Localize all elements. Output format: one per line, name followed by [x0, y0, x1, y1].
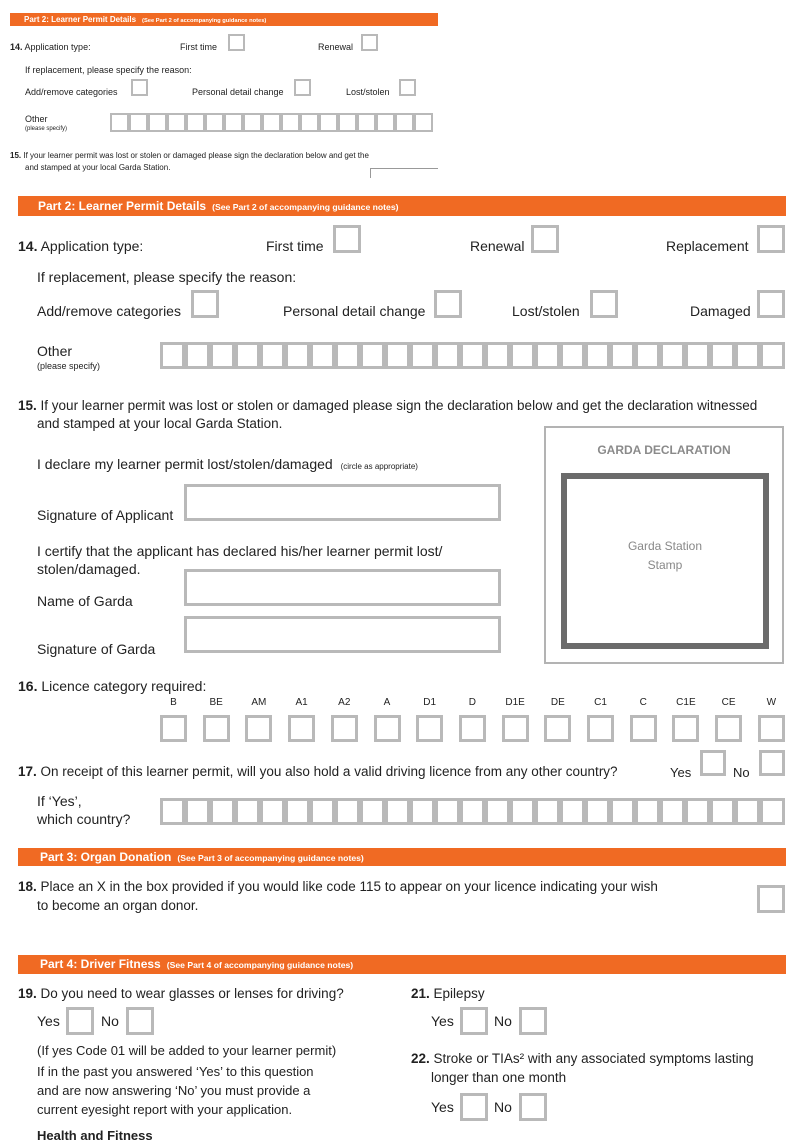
letter-cell[interactable] [360, 798, 385, 825]
letter-cell[interactable] [167, 113, 186, 132]
replacement-checkbox[interactable] [757, 225, 785, 253]
q22-line1: 22. Stroke or TIAs² with any associated symptoms lasting [411, 1051, 754, 1066]
letter-cell[interactable] [735, 342, 760, 369]
category-checkbox-d1e[interactable] [502, 715, 529, 742]
letter-cell[interactable] [510, 798, 535, 825]
sig-garda-label: Signature of Garda [37, 641, 156, 657]
damaged-checkbox[interactable] [757, 290, 785, 318]
top-header-note: (See Part 2 of accompanying guidance notes) [142, 18, 267, 24]
letter-cell[interactable] [110, 113, 129, 132]
name-garda-label: Name of Garda [37, 593, 133, 609]
letter-cell[interactable] [185, 342, 210, 369]
letter-cell[interactable] [610, 342, 635, 369]
category-label-c1e: C1E [676, 697, 696, 708]
letter-cell[interactable] [129, 113, 148, 132]
q15-line2: and stamped at your local Garda Station. [37, 416, 283, 431]
letter-cell[interactable] [205, 113, 224, 132]
q22-no-checkbox[interactable] [519, 1093, 547, 1121]
q17-no-checkbox[interactable] [759, 750, 785, 776]
sig-applicant-label: Signature of Applicant [37, 507, 174, 523]
declare-note: (circle as appropriate) [340, 462, 418, 471]
garda-stamp-area [561, 473, 769, 649]
add-remove-checkbox[interactable] [191, 290, 219, 318]
top-first-time-label: First time [180, 42, 217, 52]
top-renewal-checkbox[interactable] [361, 34, 378, 51]
q16-label: 16. Licence category required: [18, 678, 207, 694]
if-yes-line2: which country? [37, 811, 131, 827]
q19-para1: If in the past you answered ‘Yes’ to this question [37, 1064, 314, 1079]
top-other-input[interactable] [110, 113, 433, 132]
top-q14-label: 14. Application type: [10, 42, 91, 52]
category-label-a: A [383, 697, 391, 708]
q19-para2: and are now answering ‘No’ you must provide a [37, 1083, 311, 1098]
top-other-label: Other [25, 114, 48, 124]
letter-cell[interactable] [710, 342, 735, 369]
top-personal-label: Personal detail change [192, 87, 284, 97]
letter-cell[interactable] [685, 342, 710, 369]
letter-cell[interactable] [262, 113, 281, 132]
q19-yes-label: Yes [37, 1013, 60, 1029]
letter-cell[interactable] [535, 798, 560, 825]
letter-cell[interactable] [224, 113, 243, 132]
stamp-line1: Garda Station [627, 539, 703, 553]
q22-yes-checkbox[interactable] [460, 1093, 488, 1121]
sig-garda-field[interactable] [184, 616, 501, 653]
q18-line1: 18. Place an X in the box provided if you would like code 115 to appear on your licence indicating your wish [18, 879, 658, 894]
garda-declaration-box [544, 426, 784, 664]
top-renewal-label: Renewal [318, 42, 354, 52]
category-checkbox-c1e[interactable] [672, 715, 699, 742]
letter-cell[interactable] [260, 342, 285, 369]
category-label-de: DE [550, 697, 565, 708]
letter-cell[interactable] [160, 342, 185, 369]
q21-yes-label: Yes [431, 1013, 454, 1029]
top-section-header [10, 13, 438, 26]
letter-cell[interactable] [414, 113, 433, 132]
letter-cell[interactable] [435, 342, 460, 369]
category-label-be: BE [209, 697, 223, 708]
renewal-checkbox[interactable] [531, 225, 559, 253]
top-header-title: Part 2: Learner Permit Details [24, 15, 137, 24]
letter-cell[interactable] [357, 113, 376, 132]
part3-header-title: Part 3: Organ Donation [40, 850, 172, 864]
letter-cell[interactable] [376, 113, 395, 132]
health-fitness-heading: Health and Fitness [37, 1128, 153, 1140]
add-remove-label: Add/remove categories [37, 303, 181, 319]
top-add-remove-label: Add/remove categories [25, 87, 118, 97]
category-checkboxes [0, 715, 800, 745]
letter-cell[interactable] [735, 798, 760, 825]
q19-note: (If yes Code 01 will be added to your learner permit) [37, 1043, 337, 1058]
top-garda-box-edge [370, 168, 438, 178]
letter-cell[interactable] [660, 798, 685, 825]
other-input[interactable] [160, 342, 785, 369]
category-label-c: C [639, 697, 647, 708]
letter-cell[interactable] [585, 798, 610, 825]
letter-cell[interactable] [235, 342, 260, 369]
certify-line2: stolen/damaged. [37, 561, 141, 577]
renewal-label: Renewal [470, 238, 525, 254]
category-label-d1e: D1E [505, 697, 525, 708]
category-checkbox-am[interactable] [245, 715, 272, 742]
first-time-checkbox[interactable] [333, 225, 361, 253]
top-replacement-prompt: If replacement, please specify the reason: [25, 65, 192, 75]
letter-cell[interactable] [410, 798, 435, 825]
q21-no-label: No [494, 1013, 512, 1029]
q19-yes-checkbox[interactable] [66, 1007, 94, 1035]
category-label-b: B [170, 697, 177, 708]
name-garda-field[interactable] [184, 569, 501, 606]
top-first-time-checkbox[interactable] [228, 34, 245, 51]
letter-cell[interactable] [585, 342, 610, 369]
letter-cell[interactable] [285, 798, 310, 825]
letter-cell[interactable] [300, 113, 319, 132]
q18-line2: to become an organ donor. [37, 898, 199, 913]
letter-cell[interactable] [148, 113, 167, 132]
q21-label: 21. Epilepsy [411, 986, 485, 1001]
letter-cell[interactable] [560, 342, 585, 369]
letter-cell[interactable] [460, 342, 485, 369]
country-input[interactable] [160, 798, 785, 825]
letter-cell[interactable] [710, 798, 735, 825]
category-label-w: W [766, 697, 777, 708]
first-time-label: First time [266, 238, 324, 254]
letter-cell[interactable] [760, 798, 785, 825]
letter-cell[interactable] [260, 798, 285, 825]
letter-cell[interactable] [460, 798, 485, 825]
letter-cell[interactable] [335, 342, 360, 369]
letter-cell[interactable] [635, 342, 660, 369]
stamp-line2: Stamp [647, 558, 683, 572]
replacement-prompt: If replacement, please specify the reason: [37, 269, 297, 285]
personal-label: Personal detail change [283, 303, 426, 319]
letter-cell[interactable] [310, 342, 335, 369]
other-label: Other [37, 343, 73, 359]
category-label-am: AM [251, 697, 267, 708]
category-checkbox-a2[interactable] [331, 715, 358, 742]
personal-checkbox[interactable] [434, 290, 462, 318]
category-checkbox-de[interactable] [544, 715, 571, 742]
letter-cell[interactable] [760, 342, 785, 369]
sig-applicant-field[interactable] [184, 484, 501, 521]
letter-cell[interactable] [360, 342, 385, 369]
category-labels [0, 697, 800, 711]
letter-cell[interactable] [410, 342, 435, 369]
top-q15-line1: 15. If your learner permit was lost or stolen or damaged please sign the declaration below and get the [10, 151, 369, 160]
replacement-label: Replacement [666, 238, 749, 254]
top-add-remove-checkbox[interactable] [131, 79, 148, 96]
q22-yes-label: Yes [431, 1099, 454, 1115]
category-checkbox-a1[interactable] [288, 715, 315, 742]
letter-cell[interactable] [160, 798, 185, 825]
part3-section-header [18, 848, 786, 866]
letter-cell[interactable] [235, 798, 260, 825]
letter-cell[interactable] [385, 342, 410, 369]
other-note: (please specify) [37, 361, 101, 371]
garda-declaration-title: GARDA DECLARATION [597, 443, 731, 457]
q14-label: 14. Application type: [18, 238, 144, 254]
letter-cell[interactable] [281, 113, 300, 132]
letter-cell[interactable] [385, 798, 410, 825]
part4-header-note: (See Part 4 of accompanying guidance notes) [166, 960, 354, 970]
lost-label: Lost/stolen [512, 303, 580, 319]
category-label-c1: C1 [594, 697, 607, 708]
part3-header-note: (See Part 3 of accompanying guidance notes) [177, 853, 364, 863]
organ-donor-checkbox[interactable] [757, 885, 785, 913]
if-yes-line1: If ‘Yes’, [37, 793, 82, 809]
category-checkbox-ce[interactable] [715, 715, 742, 742]
category-checkbox-a[interactable] [374, 715, 401, 742]
top-lost-checkbox[interactable] [399, 79, 416, 96]
part2-header-title: Part 2: Learner Permit Details [38, 199, 207, 213]
letter-cell[interactable] [210, 342, 235, 369]
letter-cell[interactable] [685, 798, 710, 825]
letter-cell[interactable] [210, 798, 235, 825]
part2-header-note: (See Part 2 of accompanying guidance notes) [212, 202, 399, 212]
declare-text: I declare my learner permit lost/stolen/damaged (circle as appropriate) [37, 456, 418, 472]
letter-cell[interactable] [395, 113, 414, 132]
q19-label: 19. Do you need to wear glasses or lenses for driving? [18, 986, 344, 1001]
part2-section-header [18, 196, 786, 216]
category-checkbox-c[interactable] [630, 715, 657, 742]
q21-no-checkbox[interactable] [519, 1007, 547, 1035]
letter-cell[interactable] [485, 342, 510, 369]
q19-no-label: No [101, 1013, 119, 1029]
part4-header-title: Part 4: Driver Fitness [40, 957, 161, 971]
letter-cell[interactable] [186, 113, 205, 132]
q17-label: 17. On receipt of this learner permit, will you also hold a valid driving licence from any other country? [18, 764, 618, 779]
q17-yes-label: Yes [670, 765, 692, 780]
q19-no-checkbox[interactable] [126, 1007, 154, 1035]
top-q15-line2: and stamped at your local Garda Station. [25, 163, 171, 172]
top-personal-checkbox[interactable] [294, 79, 311, 96]
category-checkbox-be[interactable] [203, 715, 230, 742]
q15-line1: 15. If your learner permit was lost or stolen or damaged please sign the declaration below and get the declaration witnessed [18, 398, 758, 413]
category-checkbox-w[interactable] [758, 715, 785, 742]
category-label-a2: A2 [338, 697, 351, 708]
letter-cell[interactable] [660, 342, 685, 369]
top-lost-label: Lost/stolen [346, 87, 390, 97]
letter-cell[interactable] [435, 798, 460, 825]
letter-cell[interactable] [510, 342, 535, 369]
category-checkbox-b[interactable] [160, 715, 187, 742]
letter-cell[interactable] [535, 342, 560, 369]
letter-cell[interactable] [338, 113, 357, 132]
category-label-ce: CE [721, 697, 736, 708]
part4-section-header [18, 955, 786, 974]
letter-cell[interactable] [243, 113, 262, 132]
category-label-d1: D1 [423, 697, 437, 708]
q22-line2: longer than one month [431, 1070, 567, 1085]
letter-cell[interactable] [610, 798, 635, 825]
category-label-d: D [468, 697, 476, 708]
letter-cell[interactable] [635, 798, 660, 825]
top-other-note: (please specify) [25, 126, 68, 132]
q21-yes-checkbox[interactable] [460, 1007, 488, 1035]
category-label-a1: A1 [295, 697, 308, 708]
q17-no-label: No [733, 765, 750, 780]
letter-cell[interactable] [310, 798, 335, 825]
letter-cell[interactable] [285, 342, 310, 369]
q17-yes-checkbox[interactable] [700, 750, 726, 776]
lost-checkbox[interactable] [590, 290, 618, 318]
damaged-label: Damaged [690, 303, 751, 319]
certify-line1: I certify that the applicant has declared his/her learner permit lost/ [37, 543, 443, 559]
letter-cell[interactable] [185, 798, 210, 825]
q22-no-label: No [494, 1099, 512, 1115]
letter-cell[interactable] [335, 798, 360, 825]
category-checkbox-c1[interactable] [587, 715, 614, 742]
q19-para3: current eyesight report with your application. [37, 1102, 293, 1117]
letter-cell[interactable] [560, 798, 585, 825]
category-checkbox-d1[interactable] [416, 715, 443, 742]
category-checkbox-d[interactable] [459, 715, 486, 742]
letter-cell[interactable] [319, 113, 338, 132]
letter-cell[interactable] [485, 798, 510, 825]
